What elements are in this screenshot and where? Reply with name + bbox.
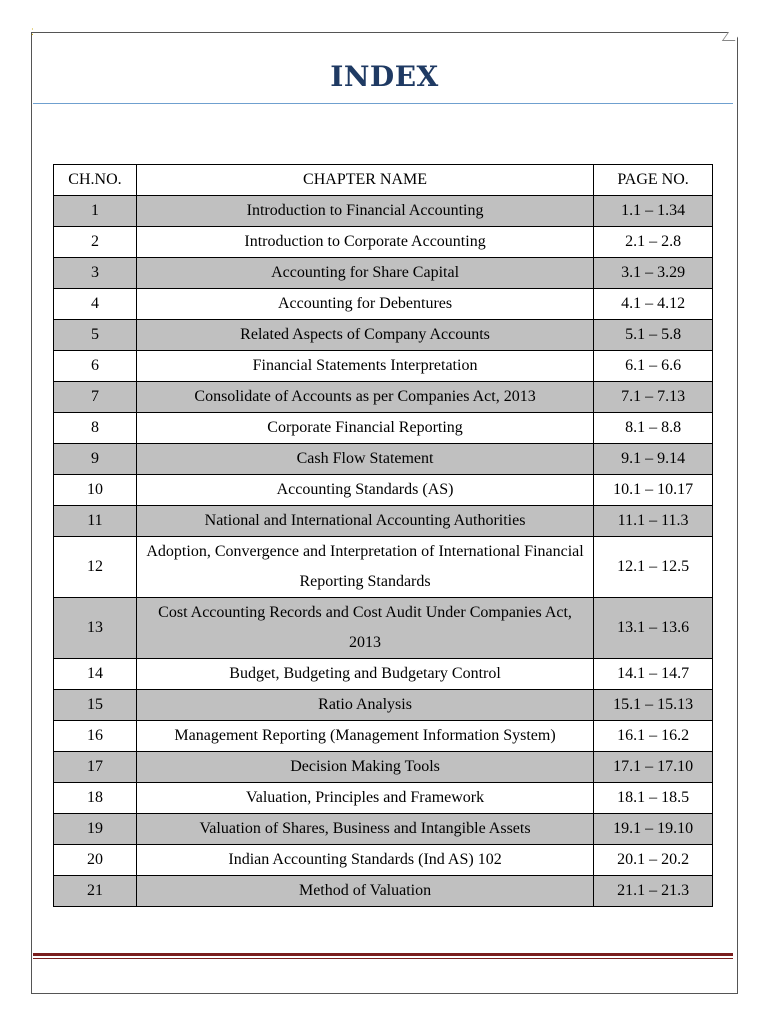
table-row [54, 351, 713, 382]
table-row [54, 690, 713, 721]
page-range-cell: 6.1 – 6.6 [594, 351, 713, 382]
chapter-number-cell: 10 [54, 475, 137, 506]
page-range-cell: 3.1 – 3.29 [594, 258, 713, 289]
index-table [53, 164, 713, 907]
header-chapter-name: CHAPTER NAME [136, 165, 593, 196]
chapter-number-cell: 9 [54, 444, 137, 475]
corner-marker-icon: ⁚ [31, 27, 34, 37]
chapter-name-cell: Valuation, Principles and Framework [136, 783, 593, 814]
chapter-number-cell: 5 [54, 320, 137, 351]
chapter-name-cell: National and International Accounting Authorities [136, 506, 593, 537]
page-range-cell: 18.1 – 18.5 [594, 783, 713, 814]
chapter-name-cell: Introduction to Financial Accounting [136, 196, 593, 227]
chapter-number-cell: 4 [54, 289, 137, 320]
page-range-cell: 15.1 – 15.13 [594, 690, 713, 721]
chapter-number-cell: 17 [54, 752, 137, 783]
page-range-cell: 10.1 – 10.17 [594, 475, 713, 506]
chapter-number-cell: 16 [54, 721, 137, 752]
page-range-cell: 7.1 – 7.13 [594, 382, 713, 413]
table-row [54, 227, 713, 258]
chapter-name-cell: Accounting for Debentures [136, 289, 593, 320]
chapter-number-cell: 18 [54, 783, 137, 814]
page-range-cell: 5.1 – 5.8 [594, 320, 713, 351]
chapter-number-cell: 6 [54, 351, 137, 382]
chapter-number-cell: 15 [54, 690, 137, 721]
chapter-number-cell: 8 [54, 413, 137, 444]
chapter-name-cell: Decision Making Tools [136, 752, 593, 783]
table-row [54, 289, 713, 320]
table-row [54, 814, 713, 845]
chapter-name-cell: Accounting for Share Capital [136, 258, 593, 289]
page-range-cell: 20.1 – 20.2 [594, 845, 713, 876]
chapter-number-cell: 11 [54, 506, 137, 537]
chapter-number-cell: 14 [54, 659, 137, 690]
footer-divider [33, 953, 733, 956]
page-range-cell: 2.1 – 2.8 [594, 227, 713, 258]
chapter-name-cell: Related Aspects of Company Accounts [136, 320, 593, 351]
table-row [54, 598, 713, 659]
chapter-number-cell: 1 [54, 196, 137, 227]
chapter-name-cell: Ratio Analysis [136, 690, 593, 721]
chapter-name-cell: Indian Accounting Standards (Ind AS) 102 [136, 845, 593, 876]
page-range-cell: 21.1 – 21.3 [594, 876, 713, 907]
table-row [54, 475, 713, 506]
page-title: INDEX [330, 60, 439, 93]
footer-divider-thin [33, 958, 733, 959]
table-row [54, 783, 713, 814]
page-range-cell: 14.1 – 14.7 [594, 659, 713, 690]
chapter-number-cell: 3 [54, 258, 137, 289]
page-range-cell: 1.1 – 1.34 [594, 196, 713, 227]
chapter-number-cell: 20 [54, 845, 137, 876]
table-row [54, 320, 713, 351]
chapter-name-cell: Consolidate of Accounts as per Companies Act, 2013 [136, 382, 593, 413]
chapter-number-cell: 21 [54, 876, 137, 907]
chapter-name-cell: Financial Statements Interpretation [136, 351, 593, 382]
page-range-cell: 17.1 – 17.10 [594, 752, 713, 783]
table-row [54, 382, 713, 413]
chapter-number-cell: 12 [54, 537, 137, 598]
table-row [54, 258, 713, 289]
chapter-number-cell: 7 [54, 382, 137, 413]
page-range-cell: 8.1 – 8.8 [594, 413, 713, 444]
table-row [54, 659, 713, 690]
table-row [54, 537, 713, 598]
header-ch-no: CH.NO. [54, 165, 137, 196]
chapter-number-cell: 13 [54, 598, 137, 659]
page-range-cell: 16.1 – 16.2 [594, 721, 713, 752]
table-row [54, 752, 713, 783]
page-range-cell: 13.1 – 13.6 [594, 598, 713, 659]
table-row [54, 845, 713, 876]
table-header-row [54, 165, 713, 196]
table-row [54, 506, 713, 537]
table-body [54, 196, 713, 907]
page-range-cell: 4.1 – 4.12 [594, 289, 713, 320]
table-row [54, 196, 713, 227]
page-range-cell: 19.1 – 19.10 [594, 814, 713, 845]
page-range-cell: 11.1 – 11.3 [594, 506, 713, 537]
chapter-name-cell: Introduction to Corporate Accounting [136, 227, 593, 258]
page-range-cell: 12.1 – 12.5 [594, 537, 713, 598]
chapter-name-cell: Method of Valuation [136, 876, 593, 907]
table-row [54, 721, 713, 752]
table-row [54, 876, 713, 907]
chapter-name-cell: Corporate Financial Reporting [136, 413, 593, 444]
title-divider [33, 103, 733, 104]
table-row [54, 444, 713, 475]
chapter-name-cell: Adoption, Convergence and Interpretation of International Financial Reporting Standards [136, 537, 593, 598]
chapter-name-cell: Valuation of Shares, Business and Intangible Assets [136, 814, 593, 845]
table-row [54, 413, 713, 444]
page-range-cell: 9.1 – 9.14 [594, 444, 713, 475]
chapter-name-cell: Accounting Standards (AS) [136, 475, 593, 506]
chapter-number-cell: 19 [54, 814, 137, 845]
chapter-name-cell: Cost Accounting Records and Cost Audit Under Companies Act, 2013 [136, 598, 593, 659]
chapter-name-cell: Budget, Budgeting and Budgetary Control [136, 659, 593, 690]
chapter-number-cell: 2 [54, 227, 137, 258]
chapter-name-cell: Management Reporting (Management Information System) [136, 721, 593, 752]
header-page-no: PAGE NO. [594, 165, 713, 196]
chapter-name-cell: Cash Flow Statement [136, 444, 593, 475]
